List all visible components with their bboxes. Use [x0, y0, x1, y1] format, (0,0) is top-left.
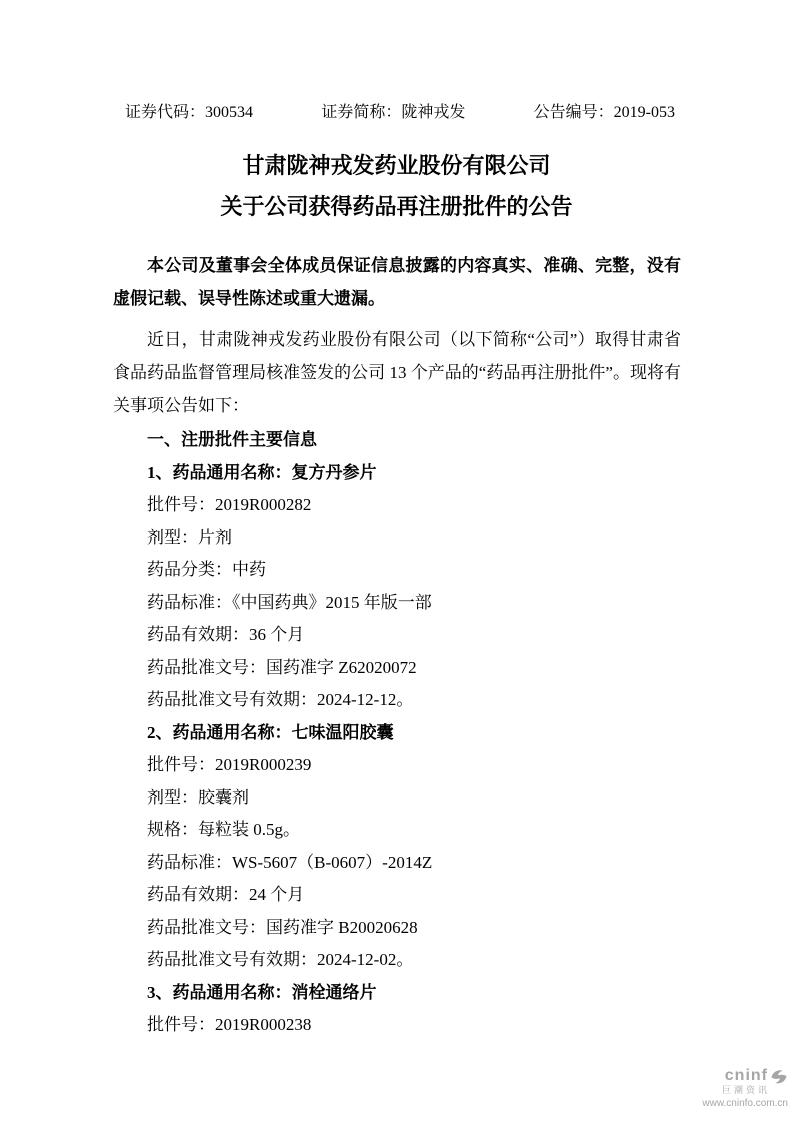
drug-1-category: 药品分类：中药 — [147, 560, 266, 579]
cninfo-brand-row — [702, 1067, 788, 1085]
announcement-body — [113, 424, 681, 1042]
drug-2-heading: 2、药品通用名称：七味温阳胶囊 — [147, 722, 394, 742]
drug-1-validity: 药品有效期：36 个月 — [147, 625, 305, 644]
drug-1-dosage-form: 剂型：片剂 — [147, 527, 232, 547]
drug-1-heading: 1、药品通用名称：复方丹参片 — [147, 462, 377, 482]
drug-1-standard: 药品标准：《中国药典》2015 年版一部 — [147, 592, 432, 612]
drug-3-heading: 3、药品通用名称：消栓通络片 — [147, 982, 377, 1002]
drug-1-license-no: 药品批准文号：国药准字 Z62020072 — [147, 657, 417, 677]
announcement-number: 公告编号：2019-053 — [533, 104, 675, 121]
title-line-company: 甘肃陇神戎发药业股份有限公司 — [242, 153, 551, 178]
drug-3-approval-no: 批件号：2019R000238 — [147, 1015, 312, 1034]
drug-2-validity: 药品有效期：24 个月 — [147, 885, 305, 904]
section-heading: 一、注册批件主要信息 — [147, 430, 317, 449]
cninfo-brand-text: cninf — [724, 1067, 768, 1085]
drug-2-license-no: 药品批准文号：国药准字 B20020628 — [147, 917, 418, 937]
cninfo-url: www.cninfo.com.cn — [702, 1098, 788, 1109]
intro-paragraph: 近日，甘肃陇神戎发药业股份有限公司（以下简称“公司”）取得甘肃省食品药品监督管理局核准签发的公司 13 个产品的“药品再注册批件”。现将有关事项公告如下： — [113, 330, 681, 415]
disclaimer-paragraph: 本公司及董事会全体成员保证信息披露的内容真实、准确、完整，没有虚假记载、误导性陈述或重大遗漏。 — [113, 256, 681, 308]
document-title — [0, 145, 793, 227]
cninfo-swirl-icon — [770, 1067, 788, 1085]
drug-2-approval-no: 批件号：2019R000239 — [147, 755, 312, 774]
stock-code: 证券代码：300534 — [125, 104, 254, 121]
stock-name: 证券简称：陇神戎发 — [321, 104, 466, 121]
drug-2-dosage-form: 剂型：胶囊剂 — [147, 787, 249, 807]
cninfo-logo — [702, 1067, 788, 1109]
drug-1-approval-no: 批件号：2019R000282 — [147, 495, 312, 514]
drug-2-license-validity: 药品批准文号有效期：2024-12-02。 — [147, 950, 414, 969]
document-header — [125, 96, 675, 129]
cninfo-brand-chinese: 巨潮资讯 — [721, 1085, 770, 1096]
drug-1-license-validity: 药品批准文号有效期：2024-12-12。 — [147, 690, 414, 709]
drug-2-specification: 规格：每粒装 0.5g。 — [147, 820, 300, 839]
drug-2-standard: 药品标准：WS-5607（B-0607）-2014Z — [147, 852, 433, 872]
title-line-subject: 关于公司获得药品再注册批件的公告 — [220, 194, 573, 219]
